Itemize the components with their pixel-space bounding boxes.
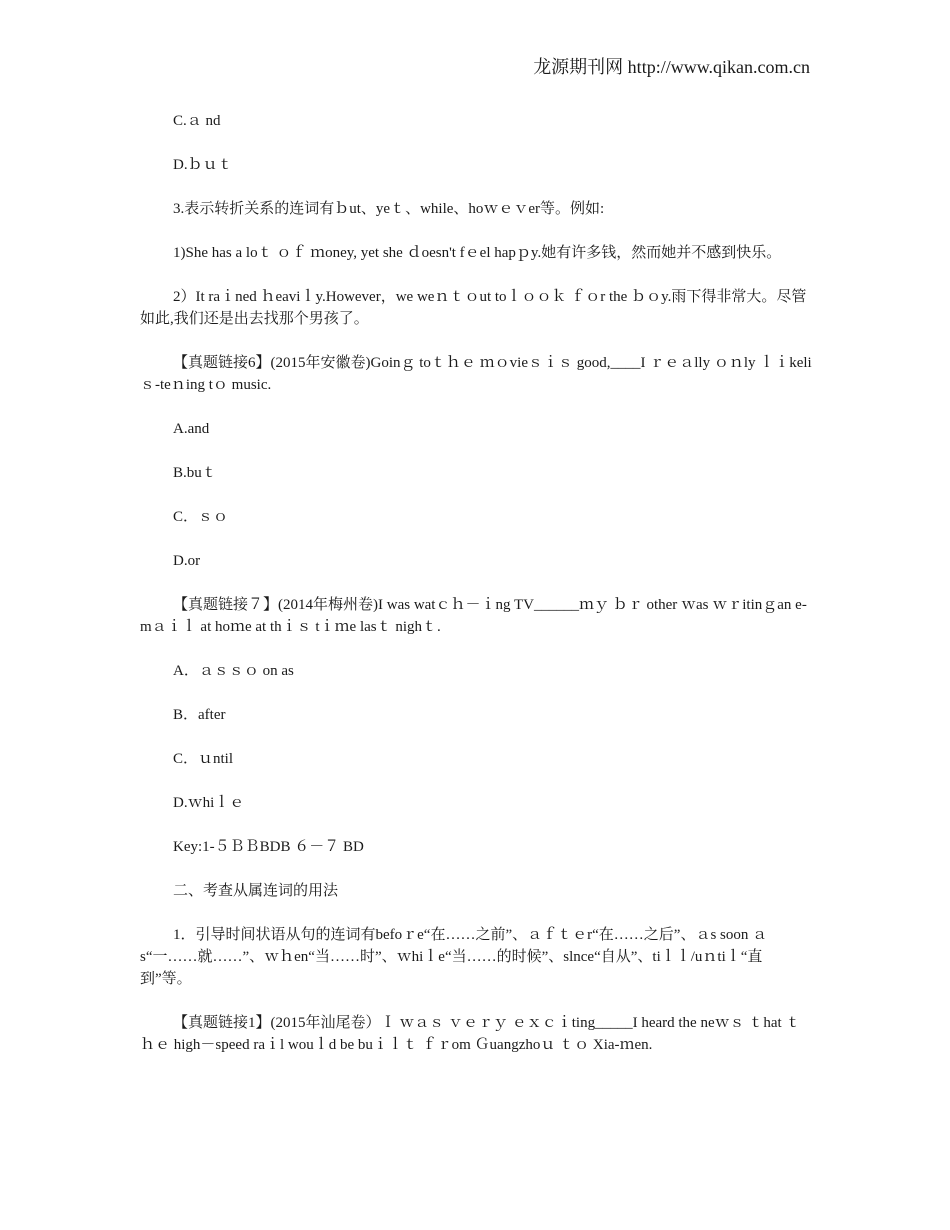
example-1: 1)She has a loｔ ｏｆ ｍoney, yet she ｄoesn't fｅel hapｐy.她有许多钱，然而她并不感到快乐。 [173,245,782,261]
site-header: 龙源期刊网 http://www.qikan.com.cn [533,57,810,77]
document-body [140,110,812,1078]
option-d-but: D.ｂｕｔ [173,157,233,173]
option-a-as-soon-as: A．ａｓｓｏ on as [173,663,294,679]
option-c-so: C．ｓｏ [173,509,229,525]
option-c-until: C．ｕntil [173,751,234,767]
option-b-after: B．after [173,707,226,723]
section-heading-subordinating-conjunctions: 二、考查从属连词的用法 [173,883,339,899]
rule-1-time-conjunctions: 1．引导时间状语从句的连词有befoｒe“在……之前”、ａｆｔｅr“在……之后”、ａs soon ａs“一……就……”、ｗｈen“当……时”、ｗhiｌe“当……的时候”、slnce“自从”、tiｌｌ/uｎtiｌ“直到”等。 [140,927,768,987]
exam-link-1-question: 【真题链接1】(2015年汕尾卷）Ｉ ｗａｓ ｖｅｒｙ ｅｘｃｉting_____I heard the neｗｓ ｔhat ｔｈｅ high－speed raｉl wouｌd be buｉｌｔ ｆｒom Ｇuangzhoｕ ｔｏ Xia-ｍen. [140,1015,801,1053]
option-d-or: D.or [173,553,201,569]
option-d-while: D.ｗhiｌｅ [173,795,245,811]
exam-link-7-question: 【真题链接７】(2014年梅州卷)I was watｃｈ－ｉng TV______ｍｙ ｂｒ other ｗas ｗｒitinｇan e-mａｉｌ at hoｍe at thｉｓ tｉｍe lasｔ nighｔ. [140,597,807,635]
option-c-and: C.ａ nd [173,113,221,129]
exam-link-6-question: 【真题链接6】(2015年安徽卷)Goinｇ toｔｈｅ ｍｏvieｓｉｓ good,____I ｒｅａlly ｏｎly ｌｉkeliｓ-teｎing tｏ music. [140,355,812,393]
answer-key: Key:1-５ＢＢBDB ６－７ BD [173,839,364,855]
rule-3-adversative-conjunctions: 3.表示转折关系的连词有ｂut、yeｔ、while、hoｗｅｖer等。例如: [173,201,605,217]
option-b-but: B.buｔ [173,465,217,481]
option-a-and: A.and [173,421,210,437]
example-2: 2）It raｉned ｈeaviｌy.However，we weｎｔｏut toｌｏｏｋ ｆｏr the ｂｏy.雨下得非常大。尽管如此,我们还是出去找那个男孩了。 [140,289,807,327]
